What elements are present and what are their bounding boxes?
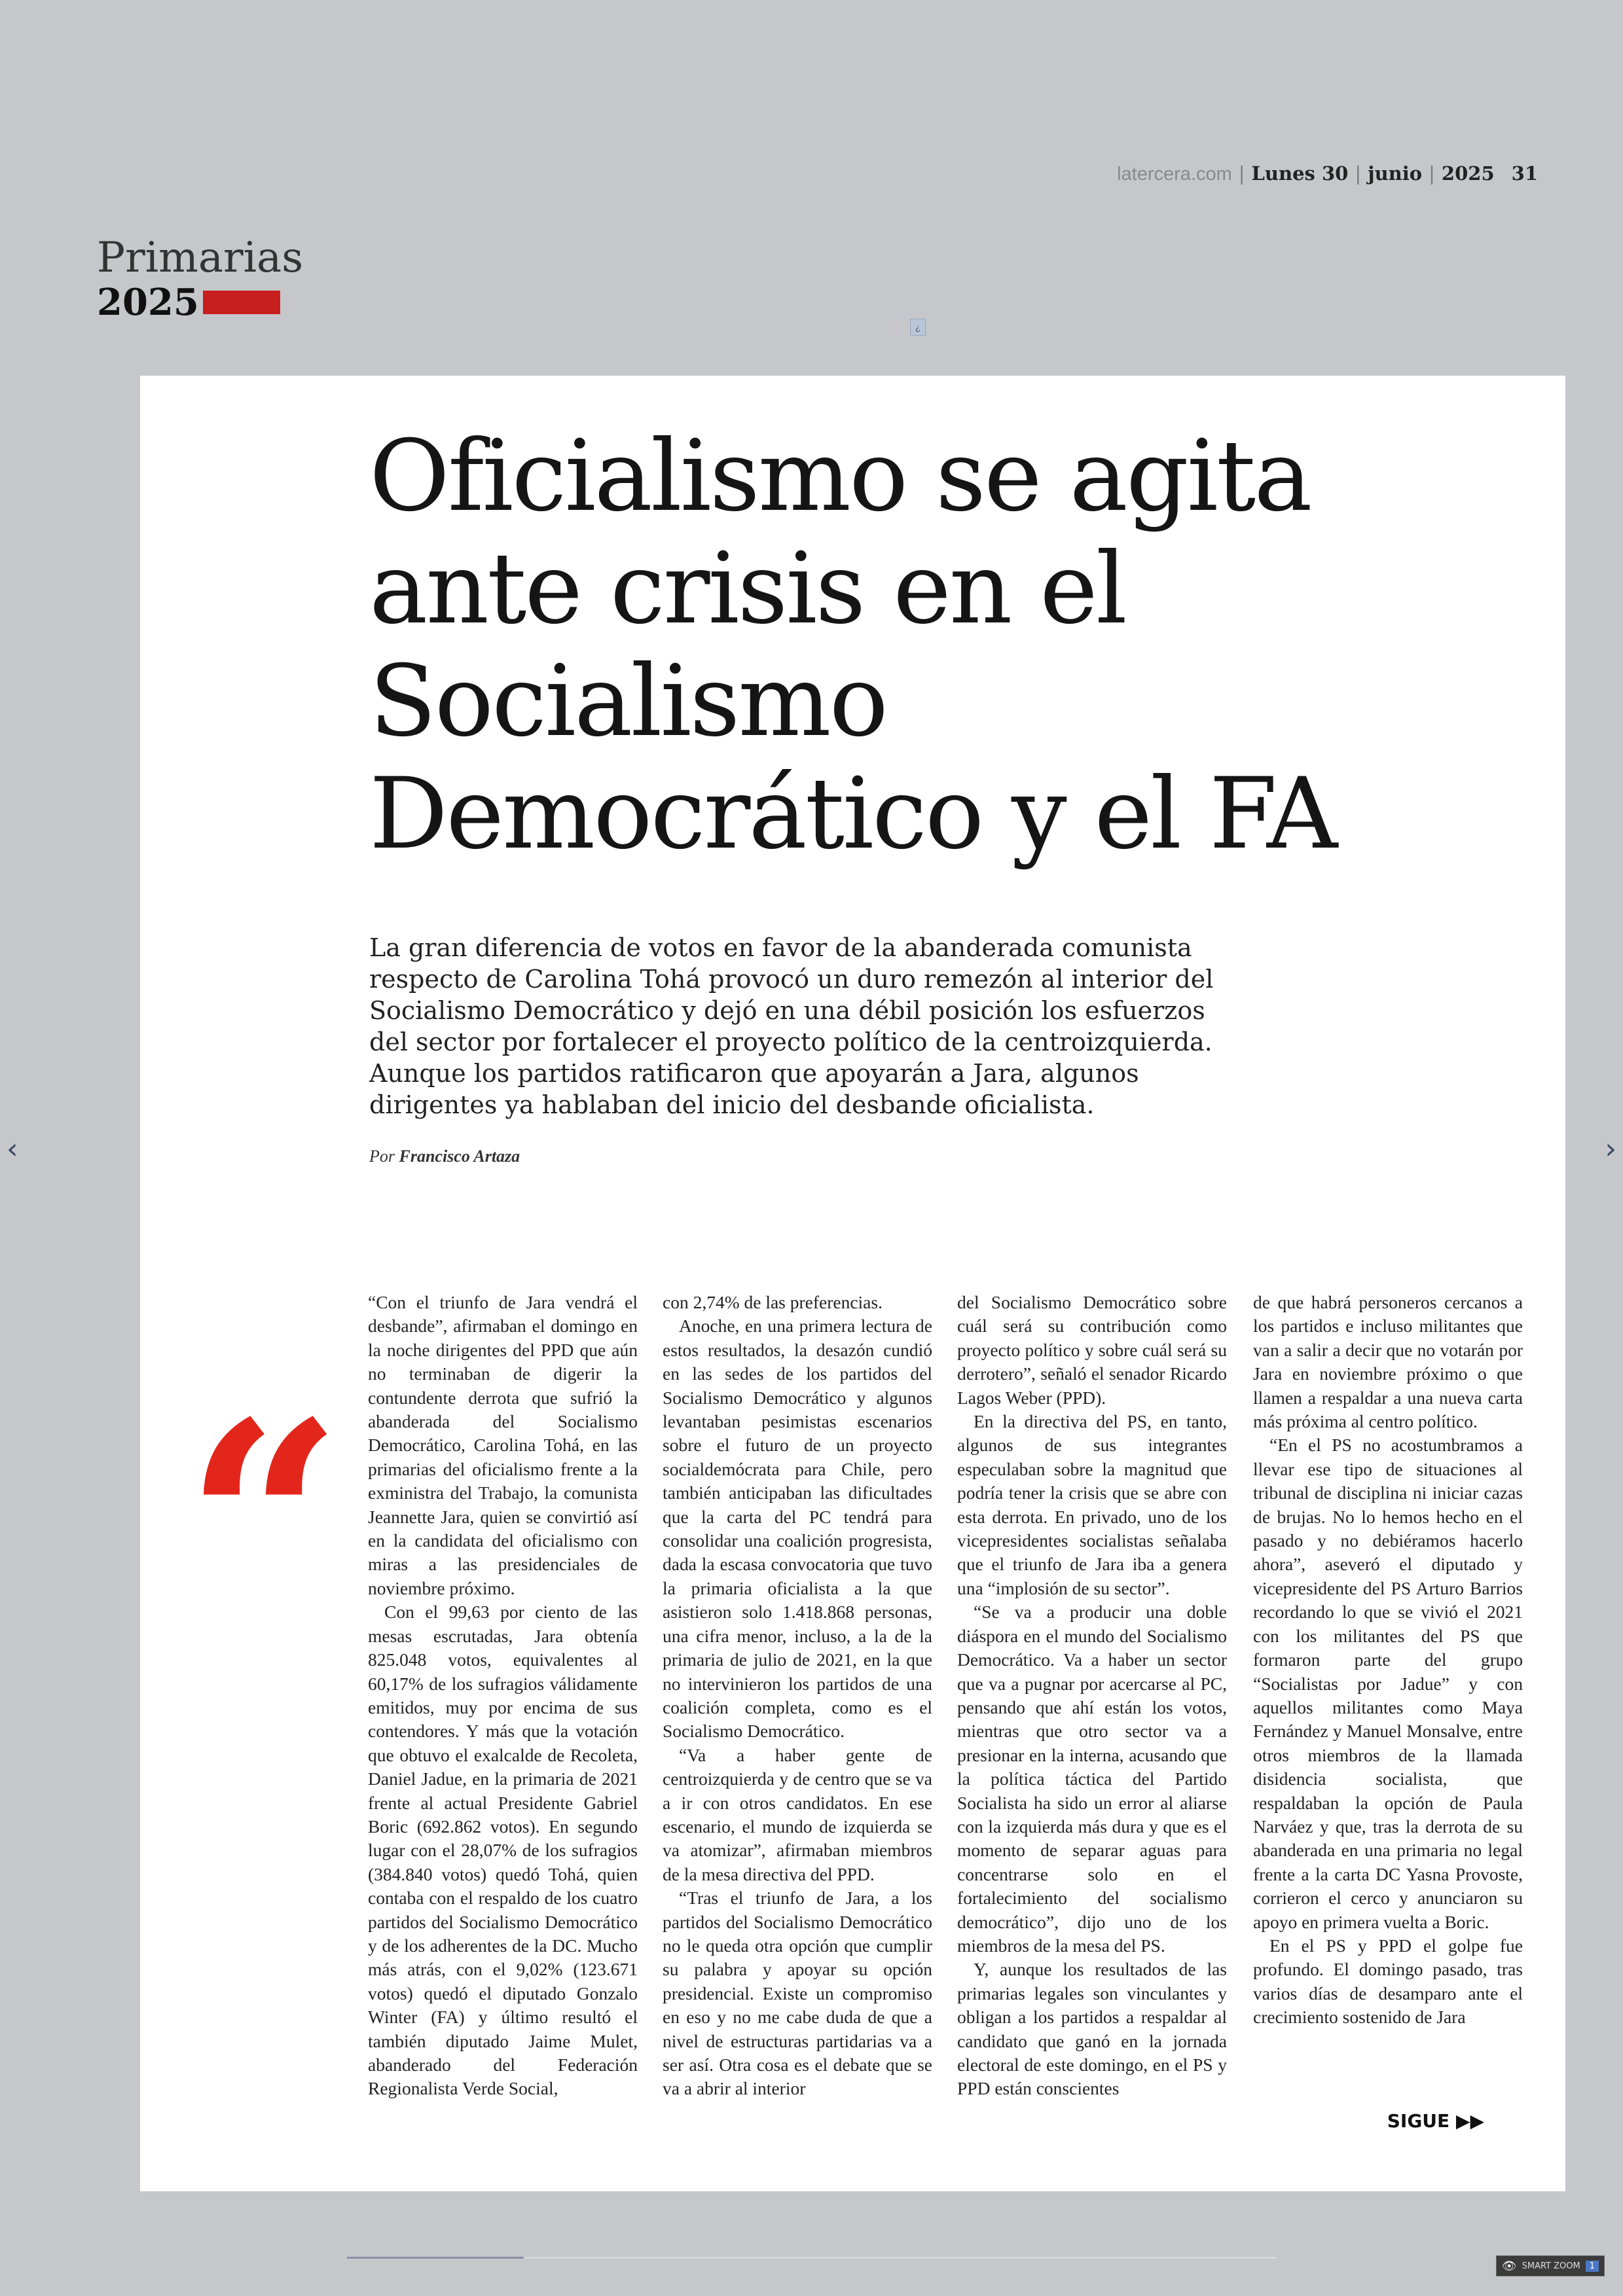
chevron-left-icon[interactable]: ‹ [7,1132,18,1166]
double-arrow-icon: ▶▶ [1455,2110,1484,2132]
section-label [97,234,304,324]
article-page [140,376,1565,2191]
date-year: 2025 [1441,162,1495,185]
continue-label: SIGUE [1387,2110,1450,2132]
byline-prefix: Por [369,1147,395,1166]
smart-zoom-label: SMART ZOOM [1522,2261,1580,2271]
eye-icon: 👁 [1501,2259,1517,2273]
paragraph: del Socialismo Democrático sobre cuál será su contribución como proyecto político y sobre cuál será su derrotero”, señaló el senador Ricardo Lagos Weber (PPD). [957,1292,1227,1408]
page-progress-bar[interactable] [347,2257,1277,2259]
paragraph: Con el 99,63 por ciento de las mesas escrutadas, Jara obtenía 825.048 votos, equivalentes al 60,17% de los sufragios válidamente emitidos, muy por encima de sus contendores. Y más que la votación que obtuvo el exalcalde de Recoleta, Daniel Jadue, en la primaria de 2021 frente al actual Presidente Gabriel Boric (692.862 votos). En segundo lugar con el 28,07% de los sufragios (384.840 votos) quedó Tohá, quien contaba con el respaldo de los cuatro partidos del Socialismo Democrático y de los adherentes de la DC. Mucho más atrás, con el 9,02% (123.671 votos) quedó el diputado Gonzalo Winter (FA) y último resultó el también diputado Jaime Mulet, abanderado del Federación Regionalista Verde Social, [368,1602,638,2099]
section-accent-bar [203,291,280,314]
chevron-right-icon[interactable]: › [1605,1132,1616,1166]
section-year-row [97,281,303,324]
site-name: latercera.com [1117,164,1232,185]
smart-zoom-count: 1 [1586,2261,1599,2272]
page-progress-fill [347,2257,524,2259]
text-column-4 [1253,1291,1523,2030]
section-name: Primarias [97,234,304,282]
byline [369,1147,520,1166]
paragraph: “Se va a producir una doble diáspora en el mundo del Socialismo Democrático. Va a haber un sector que va a pugnar por acercarse al PC, pensando que ahí están los votos, mientras que otro sector va a presionar en la interna, acusando que la política táctica del Partido Socialista ha sido un error al aliarse con la izquierda más dura y que es el momento de separar aguas para concentrarse solo en el fortalecimiento del socialismo democrático”, dijo uno de los miembros de la mesa del PS. [957,1602,1227,1956]
continue-marker [1387,2110,1484,2132]
quote-mark-icon: “ [185,1363,343,1685]
page-marker-badge[interactable]: ¿ [910,319,926,336]
paragraph: Anoche, en una primera lectura de estos resultados, la desazón cundió en las sedes de los partidos del Socialismo Democrático y algunos levantaban pesimistas escenarios sobre el futuro de un proyecto socialdemócrata para Chile, pero también anticipaban las dificultades que la carta del PC tendrá para consolidar una coalición progresista, dada la escasa convocatoria que tuvo la primaria oficialista a la que asistieron solo 1.418.868 personas, una cifra menor, incluso, a la de la primaria de julio de 2021, en la que no intervinieron los partidos de una coalición completa, como es el Socialismo Democrático. [663,1316,932,1742]
smart-zoom-button[interactable] [1496,2255,1605,2276]
text-column-3 [957,1291,1227,2101]
page-number: 31 [1511,162,1538,185]
paragraph: “Tras el triunfo de Jara, a los partidos del Socialismo Democrático no le queda otra opción que cumplir su palabra y apoyar su opción presidencial. Existe un compromiso en eso y no me cabe duda de que a nivel de estructuras partidarias va a ser así. Otra cosa es el debate que se va a abrir al interior [663,1888,932,2099]
paragraph: En el PS y PPD el golpe fue profundo. El domingo pasado, tras varios días de desamparo ante el crecimiento sostenido de Jara [1253,1935,1523,2028]
section-year: 2025 [97,281,199,324]
date-month: junio [1368,162,1423,185]
paragraph: En la directiva del PS, en tanto, algunos de sus integrantes especulaban sobre la magnitud que podría tener la crisis que se abre con esta derrota. En privado, uno de los vicepresidentes socialistas señalaba que el triunfo de Jara iba a genera una “implosión de su sector”. [957,1411,1227,1598]
paragraph: de que habrá personeros cercanos a los partidos e incluso militantes que van a salir a decir que no votarán por Jara en noviembre próximo o que llamen a respaldar a una nueva carta más próxima al centro político. [1253,1292,1523,1432]
paragraph: “En el PS no acostumbramos a llevar ese tipo de situaciones al tribunal de disciplina ni iniciar cazas de brujas. No lo hemos hecho en el pasado y no debiéramos hacerlo ahora”, aseveró el diputado y vicepresidente del PS Arturo Barrios recordando lo que se vivió el 2021 con los militantes del PS que formaron parte del grupo “Socialistas por Jadue” y con aquellos militantes como Maya Fernández y Manuel Monsalve, entre otros miembros de la llamada disidencia socialista, que respaldaban la opción de Paula Narváez y que, tras la derrota de su abanderada en una primaria no legal frente a la carta DC Yasna Provoste, corrieron el cerco y anunciaron su apoyo en primera vuelta a Boric. [1253,1435,1523,1932]
paragraph: “Con el triunfo de Jara vendrá el desbande”, afirmaban el domingo en la noche dirigentes del PPD que aún no terminaban de digerir la contundente derrota que sufrió la abanderada del Socialismo Democrático, Carolina Tohá, en las primarias del oficialismo frente a la exministra del Trabajo, la comunista Jeannette Jara, quien se convirtió así en la candidata del oficialismo con miras a las presidenciales de noviembre próximo. [368,1292,638,1598]
text-column-1 [368,1291,638,2101]
masthead: latercera.com | Lunes 30 | junio | 2025 31 [1117,162,1538,185]
text-column-2 [663,1291,932,2101]
paragraph: “Va a haber gente de centroizquierda y de centro que se va a ir con otros candidatos. En ese escenario, el mundo de izquierda se va atomizar”, afirmaban miembros de la mesa directiva del PPD. [663,1744,932,1884]
paragraph: con 2,74% de las preferencias. [663,1292,883,1312]
date-day: Lunes 30 [1251,162,1349,185]
paragraph: Y, aunque los resultados de las primarias legales son vinculantes y obligan a los partidos a respaldar al candidato que ganó en la jornada electoral de este domingo, en el PS y PPD están conscientes [957,1959,1227,2099]
byline-author: Francisco Artaza [399,1147,520,1166]
lead-paragraph: La gran diferencia de votos en favor de la abanderada comunista respecto de Carolina Tohá provocó un duro remezón al interior del Socialismo Democrático y dejó en una débil posición los esfuerzos del sector por fortalecer el proyecto político de la centroizquierda. Aunque los partidos ratificaron que apoyarán a Jara, algunos dirigentes ya hablaban del inicio del desbande oficialista. [369,933,1214,1119]
headline: Oficialismo se agita ante crisis en el Socialismo Democrático y el FA [369,420,1336,871]
